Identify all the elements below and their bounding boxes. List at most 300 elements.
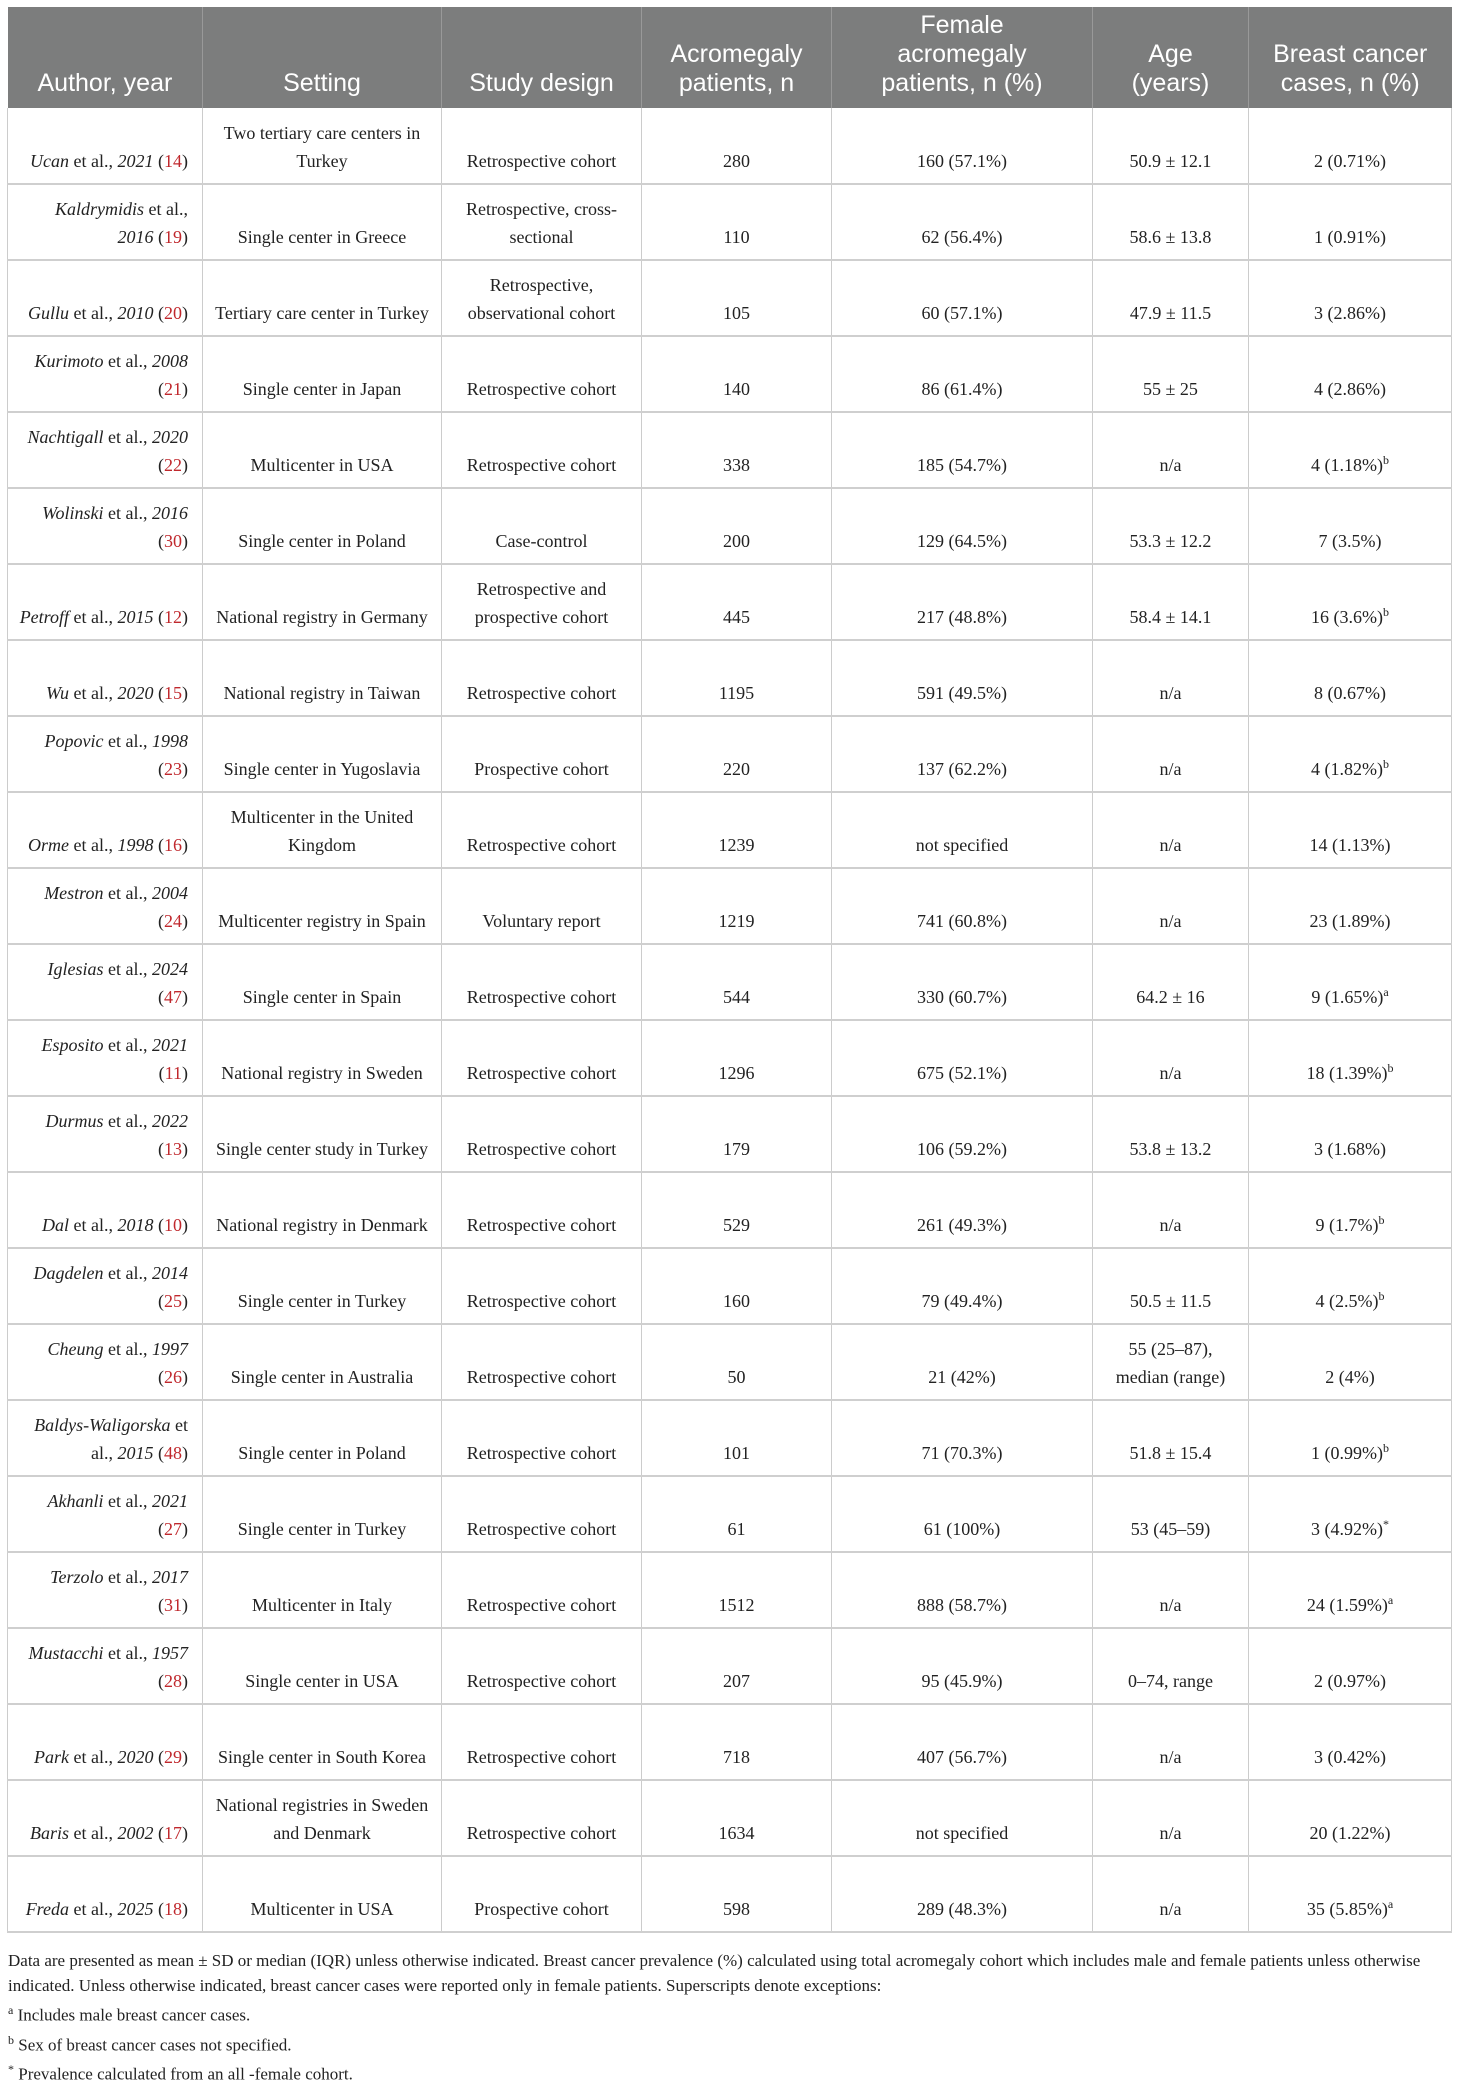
breast-cancer-cell: [1249, 716, 1452, 792]
setting-cell: National registry in Denmark: [203, 1172, 442, 1248]
female-cell: 129 (64.5%): [832, 488, 1093, 564]
author-surname: Orme: [28, 835, 70, 855]
breast-cancer-cell: [1249, 1248, 1452, 1324]
design-cell: Retrospective and prospective cohort: [442, 564, 642, 640]
table-row: [8, 1400, 1452, 1476]
design-cell: Retrospective cohort: [442, 108, 642, 184]
patients-cell: 718: [642, 1704, 832, 1780]
author-year: 2018: [117, 1215, 154, 1235]
author-etal: et al.,: [103, 1643, 152, 1663]
author-cell: Mestron et al., 2004 (24): [8, 868, 203, 944]
patients-cell: 598: [642, 1856, 832, 1932]
table-row: [8, 260, 1452, 336]
table-row: [8, 184, 1452, 260]
author-surname: Akhanli: [47, 1491, 104, 1511]
table-row: [8, 1704, 1452, 1780]
breast-cancer-cell: [1249, 564, 1452, 640]
reference-link[interactable]: 14: [164, 151, 182, 171]
author-year: 2022: [152, 1111, 188, 1131]
breast-cancer-cell: [1249, 1704, 1452, 1780]
female-cell: 289 (48.3%): [832, 1856, 1093, 1932]
breast-cancer-cell: [1249, 260, 1452, 336]
patients-cell: 140: [642, 336, 832, 412]
author-etal: et al.,: [144, 199, 188, 219]
breast-cancer-value: 4 (2.5%): [1315, 1291, 1379, 1311]
age-cell: 53.8 ± 13.2: [1093, 1096, 1249, 1172]
breast-cancer-value: 9 (1.65%): [1311, 987, 1384, 1007]
footnote-text: Sex of breast cancer cases not specified.: [18, 2035, 292, 2055]
setting-cell: Single center in Poland: [203, 1400, 442, 1476]
author-surname: Nachtigall: [27, 427, 104, 447]
reference-link[interactable]: 19: [164, 227, 182, 247]
superscript-mark: b: [1382, 757, 1389, 771]
footnote-mark: *: [8, 2062, 14, 2077]
setting-cell: Single center in South Korea: [203, 1704, 442, 1780]
breast-cancer-value: 24 (1.59%): [1306, 1595, 1388, 1615]
author-year: 2015: [117, 1443, 154, 1463]
table-row: [8, 1172, 1452, 1248]
female-cell: 86 (61.4%): [832, 336, 1093, 412]
breast-cancer-cell: [1249, 1628, 1452, 1704]
setting-cell: Single center in Yugoslavia: [203, 716, 442, 792]
author-etal: et al.,: [103, 427, 152, 447]
author-surname: Dagdelen: [33, 1263, 104, 1283]
author-etal: et al.,: [103, 731, 152, 751]
female-cell: 407 (56.7%): [832, 1704, 1093, 1780]
design-cell: Retrospective cohort: [442, 792, 642, 868]
author-cell: Wolinski et al., 2016 (30): [8, 488, 203, 564]
design-cell: Retrospective cohort: [442, 1628, 642, 1704]
female-cell: 888 (58.7%): [832, 1552, 1093, 1628]
studies-table: [7, 7, 1452, 1933]
design-cell: Retrospective cohort: [442, 944, 642, 1020]
table-row: [8, 1856, 1452, 1932]
design-cell: Retrospective, observational cohort: [442, 260, 642, 336]
author-cell: Mustacchi et al., 1957 (28): [8, 1628, 203, 1704]
female-cell: 61 (100%): [832, 1476, 1093, 1552]
table-row: [8, 336, 1452, 412]
header-row: [8, 7, 1452, 108]
superscript-mark: b: [1378, 1213, 1385, 1227]
design-cell: Prospective cohort: [442, 1856, 642, 1932]
superscript-mark: a: [1387, 1897, 1394, 1911]
author-cell: Cheung et al., 1997 (26): [8, 1324, 203, 1400]
table-row: [8, 1020, 1452, 1096]
reference-link[interactable]: 16: [164, 835, 182, 855]
patients-cell: 50: [642, 1324, 832, 1400]
author-etal: et al.,: [91, 1415, 188, 1463]
patients-cell: 179: [642, 1096, 832, 1172]
breast-cancer-value: 3 (1.68%): [1314, 1139, 1386, 1159]
author-etal: et al.,: [69, 1823, 118, 1843]
female-cell: 95 (45.9%): [832, 1628, 1093, 1704]
breast-cancer-value: 3 (2.86%): [1314, 303, 1386, 323]
author-cell: Terzolo et al., 2017 (31): [8, 1552, 203, 1628]
author-year: 1957: [152, 1643, 188, 1663]
patients-cell: 280: [642, 108, 832, 184]
reference-link[interactable]: 25: [164, 1291, 182, 1311]
breast-cancer-value: 7 (3.5%): [1318, 531, 1382, 551]
female-cell: 71 (70.3%): [832, 1400, 1093, 1476]
female-cell: 79 (49.4%): [832, 1248, 1093, 1324]
author-etal: et al.,: [103, 351, 152, 371]
design-cell: Retrospective cohort: [442, 1096, 642, 1172]
author-surname: Freda: [25, 1899, 70, 1919]
age-cell: n/a: [1093, 716, 1249, 792]
superscript-mark: b: [1382, 453, 1389, 467]
author-etal: et al.,: [69, 1899, 118, 1919]
breast-cancer-cell: [1249, 184, 1452, 260]
breast-cancer-value: 9 (1.7%): [1315, 1215, 1379, 1235]
author-cell: Ucan et al., 2021 (14): [8, 108, 203, 184]
reference-link[interactable]: 11: [164, 1063, 182, 1083]
age-cell: 50.9 ± 12.1: [1093, 108, 1249, 184]
setting-cell: Single center in Turkey: [203, 1248, 442, 1324]
author-year: 2015: [117, 607, 154, 627]
patients-cell: 200: [642, 488, 832, 564]
breast-cancer-value: 1 (0.91%): [1314, 227, 1386, 247]
author-etal: et al.,: [103, 1491, 152, 1511]
setting-cell: Single center in Australia: [203, 1324, 442, 1400]
table-row: [8, 412, 1452, 488]
design-cell: Retrospective cohort: [442, 1400, 642, 1476]
author-year: 2010: [117, 303, 154, 323]
superscript-mark: b: [1382, 605, 1389, 619]
author-etal: et al.,: [69, 151, 118, 171]
age-cell: 58.4 ± 14.1: [1093, 564, 1249, 640]
author-cell: Freda et al., 2025 (18): [8, 1856, 203, 1932]
breast-cancer-cell: [1249, 792, 1452, 868]
breast-cancer-cell: [1249, 1400, 1452, 1476]
reference-link[interactable]: 48: [164, 1443, 182, 1463]
reference-link[interactable]: 26: [164, 1367, 182, 1387]
author-year: 2021: [152, 1035, 188, 1055]
author-surname: Dal: [42, 1215, 70, 1235]
author-surname: Kurimoto: [34, 351, 104, 371]
author-cell: Baris et al., 2002 (17): [8, 1780, 203, 1856]
patients-cell: 1296: [642, 1020, 832, 1096]
design-cell: Retrospective cohort: [442, 1552, 642, 1628]
reference-link[interactable]: 24: [164, 911, 182, 931]
table-row: [8, 1552, 1452, 1628]
breast-cancer-value: 16 (3.6%): [1311, 607, 1383, 627]
breast-cancer-cell: [1249, 1020, 1452, 1096]
author-surname: Durmus: [45, 1111, 104, 1131]
design-cell: Retrospective cohort: [442, 1476, 642, 1552]
author-year: 2016: [152, 503, 188, 523]
header-author: Author, year: [8, 7, 203, 108]
patients-cell: 220: [642, 716, 832, 792]
author-surname: Cheung: [47, 1339, 104, 1359]
breast-cancer-cell: [1249, 868, 1452, 944]
female-cell: 217 (48.8%): [832, 564, 1093, 640]
patients-cell: 1239: [642, 792, 832, 868]
table-row: [8, 944, 1452, 1020]
design-cell: Retrospective cohort: [442, 1248, 642, 1324]
table-row: [8, 792, 1452, 868]
author-surname: Iglesias: [47, 959, 104, 979]
footnote-mark: b: [8, 2032, 14, 2047]
setting-cell: Single center in Spain: [203, 944, 442, 1020]
author-etal: et al.,: [69, 303, 118, 323]
design-cell: Retrospective cohort: [442, 1020, 642, 1096]
female-cell: 106 (59.2%): [832, 1096, 1093, 1172]
author-surname: Wolinski: [42, 503, 104, 523]
author-cell: Wu et al., 2020 (15): [8, 640, 203, 716]
reference-link[interactable]: 23: [164, 759, 182, 779]
female-cell: 137 (62.2%): [832, 716, 1093, 792]
patients-cell: 160: [642, 1248, 832, 1324]
author-surname: Ucan: [30, 151, 70, 171]
design-cell: Case-control: [442, 488, 642, 564]
author-etal: et al.,: [69, 1215, 118, 1235]
notes-main: Data are presented as mean ± SD or median (IQR) unless otherwise indicated. Breast cancer prevalence (%) calculated using total acromegaly cohort which includes male and female patients unless otherwise indicated. Unless otherwise indicated, breast cancer cases were reported only in female patients. Superscripts denote exceptions:: [8, 1951, 1421, 1995]
table-notes: [8, 1948, 1456, 2087]
superscript-mark: a: [1387, 1593, 1394, 1607]
superscript-mark: *: [1382, 1517, 1389, 1531]
female-cell: 60 (57.1%): [832, 260, 1093, 336]
author-etal: et al.,: [103, 503, 152, 523]
setting-cell: Single center in Turkey: [203, 1476, 442, 1552]
age-cell: 64.2 ± 16: [1093, 944, 1249, 1020]
patients-cell: 105: [642, 260, 832, 336]
age-cell: 53.3 ± 12.2: [1093, 488, 1249, 564]
patients-cell: 445: [642, 564, 832, 640]
breast-cancer-cell: [1249, 1552, 1452, 1628]
author-etal: et al.,: [103, 959, 152, 979]
breast-cancer-value: 1 (0.99%): [1311, 1443, 1383, 1463]
table-row: [8, 1780, 1452, 1856]
female-cell: 21 (42%): [832, 1324, 1093, 1400]
female-cell: 591 (49.5%): [832, 640, 1093, 716]
author-surname: Wu: [46, 683, 70, 703]
table-row: [8, 1476, 1452, 1552]
header-female: Female acromegaly patients, n (%): [832, 7, 1093, 108]
age-cell: n/a: [1093, 1704, 1249, 1780]
breast-cancer-value: 3 (0.42%): [1314, 1747, 1386, 1767]
age-cell: n/a: [1093, 640, 1249, 716]
breast-cancer-cell: [1249, 1172, 1452, 1248]
table-row: [8, 1248, 1452, 1324]
setting-cell: Single center in Poland: [203, 488, 442, 564]
age-cell: 55 ± 25: [1093, 336, 1249, 412]
author-etal: et al.,: [103, 1263, 152, 1283]
breast-cancer-cell: [1249, 336, 1452, 412]
age-cell: 50.5 ± 11.5: [1093, 1248, 1249, 1324]
breast-cancer-value: 8 (0.67%): [1314, 683, 1386, 703]
superscript-mark: b: [1382, 1441, 1389, 1455]
reference-link[interactable]: 28: [164, 1671, 182, 1691]
setting-cell: Multicenter in Italy: [203, 1552, 442, 1628]
author-surname: Petroff: [19, 607, 70, 627]
author-year: 2017: [152, 1567, 188, 1587]
table-row: [8, 564, 1452, 640]
setting-cell: National registry in Germany: [203, 564, 442, 640]
reference-link[interactable]: 10: [164, 1215, 182, 1235]
author-year: 2002: [117, 1823, 154, 1843]
author-cell: Iglesias et al., 2024 (47): [8, 944, 203, 1020]
design-cell: Retrospective, cross-sectional: [442, 184, 642, 260]
header-breast-cancer: Breast cancer cases, n (%): [1249, 7, 1452, 108]
age-cell: n/a: [1093, 1172, 1249, 1248]
setting-cell: Multicenter in USA: [203, 412, 442, 488]
reference-link[interactable]: 13: [164, 1139, 182, 1159]
breast-cancer-value: 2 (0.71%): [1314, 151, 1386, 171]
setting-cell: Single center in Greece: [203, 184, 442, 260]
breast-cancer-value: 18 (1.39%): [1306, 1063, 1388, 1083]
author-cell: Kaldrymidis et al., 2016 (19): [8, 184, 203, 260]
design-cell: Retrospective cohort: [442, 1324, 642, 1400]
footnote-b: [8, 2028, 1456, 2058]
author-year: 2021: [117, 151, 154, 171]
reference-link[interactable]: 12: [164, 607, 182, 627]
breast-cancer-value: 4 (1.82%): [1311, 759, 1383, 779]
age-cell: n/a: [1093, 1020, 1249, 1096]
setting-cell: National registry in Sweden: [203, 1020, 442, 1096]
footnote-a: [8, 1998, 1456, 2028]
reference-link[interactable]: 47: [164, 987, 182, 1007]
author-cell: Park et al., 2020 (29): [8, 1704, 203, 1780]
author-cell: Akhanli et al., 2021 (27): [8, 1476, 203, 1552]
author-cell: Kurimoto et al., 2008 (21): [8, 336, 203, 412]
author-surname: Mustacchi: [28, 1643, 104, 1663]
reference-link[interactable]: 29: [164, 1747, 182, 1767]
age-cell: n/a: [1093, 868, 1249, 944]
female-cell: 185 (54.7%): [832, 412, 1093, 488]
breast-cancer-value: 20 (1.22%): [1309, 1823, 1391, 1843]
author-etal: et al.,: [103, 1035, 152, 1055]
reference-link[interactable]: 18: [164, 1899, 182, 1919]
reference-link[interactable]: 22: [164, 455, 182, 475]
setting-cell: Single center in USA: [203, 1628, 442, 1704]
design-cell: Retrospective cohort: [442, 412, 642, 488]
setting-cell: Multicenter in the United Kingdom: [203, 792, 442, 868]
author-year: 1997: [152, 1339, 188, 1359]
design-cell: Retrospective cohort: [442, 640, 642, 716]
female-cell: 675 (52.1%): [832, 1020, 1093, 1096]
setting-cell: Single center study in Turkey: [203, 1096, 442, 1172]
patients-cell: 1512: [642, 1552, 832, 1628]
author-cell: Esposito et al., 2021 (11): [8, 1020, 203, 1096]
design-cell: Retrospective cohort: [442, 1172, 642, 1248]
author-year: 2021: [152, 1491, 188, 1511]
breast-cancer-cell: [1249, 640, 1452, 716]
table-row: [8, 108, 1452, 184]
breast-cancer-value: 4 (1.18%): [1311, 455, 1383, 475]
author-cell: Orme et al., 1998 (16): [8, 792, 203, 868]
setting-cell: Multicenter registry in Spain: [203, 868, 442, 944]
female-cell: 62 (56.4%): [832, 184, 1093, 260]
table-row: [8, 868, 1452, 944]
reference-link[interactable]: 31: [164, 1595, 182, 1615]
patients-cell: 61: [642, 1476, 832, 1552]
header-patients: Acromegaly patients, n: [642, 7, 832, 108]
author-etal: et al.,: [103, 1339, 152, 1359]
reference-link[interactable]: 15: [164, 683, 182, 703]
author-year: 1998: [117, 835, 154, 855]
breast-cancer-cell: [1249, 412, 1452, 488]
author-year: 2004: [152, 883, 188, 903]
design-cell: Retrospective cohort: [442, 1704, 642, 1780]
setting-cell: National registries in Sweden and Denmark: [203, 1780, 442, 1856]
age-cell: n/a: [1093, 1780, 1249, 1856]
table-row: [8, 488, 1452, 564]
author-etal: et al.,: [103, 1567, 152, 1587]
table-row: [8, 1324, 1452, 1400]
age-cell: 58.6 ± 13.8: [1093, 184, 1249, 260]
female-cell: not specified: [832, 1780, 1093, 1856]
breast-cancer-value: 2 (4%): [1325, 1367, 1375, 1387]
age-cell: 47.9 ± 11.5: [1093, 260, 1249, 336]
reference-link[interactable]: 20: [164, 303, 182, 323]
patients-cell: 338: [642, 412, 832, 488]
table-row: [8, 1096, 1452, 1172]
table-row: [8, 1628, 1452, 1704]
author-etal: et al.,: [69, 683, 118, 703]
patients-cell: 529: [642, 1172, 832, 1248]
setting-cell: National registry in Taiwan: [203, 640, 442, 716]
footnote-star: [8, 2057, 1456, 2087]
reference-link[interactable]: 30: [164, 531, 182, 551]
footnote-text: Includes male breast cancer cases.: [17, 2005, 251, 2025]
author-cell: Gullu et al., 2010 (20): [8, 260, 203, 336]
design-cell: Retrospective cohort: [442, 336, 642, 412]
author-year: 2024: [152, 959, 188, 979]
author-etal: et al.,: [69, 607, 118, 627]
breast-cancer-cell: [1249, 944, 1452, 1020]
reference-link[interactable]: 21: [164, 379, 182, 399]
setting-cell: Two tertiary care centers in Turkey: [203, 108, 442, 184]
footnote-text: Prevalence calculated from an all -female cohort.: [18, 2064, 353, 2084]
superscript-mark: b: [1387, 1061, 1394, 1075]
breast-cancer-cell: [1249, 1856, 1452, 1932]
header-age: Age (years): [1093, 7, 1249, 108]
author-surname: Mestron: [44, 883, 104, 903]
author-year: 2020: [117, 683, 154, 703]
author-year: 2008: [152, 351, 188, 371]
breast-cancer-cell: [1249, 1780, 1452, 1856]
author-etal: et al.,: [103, 883, 152, 903]
reference-link[interactable]: 17: [164, 1823, 182, 1843]
breast-cancer-value: 14 (1.13%): [1309, 835, 1391, 855]
female-cell: 160 (57.1%): [832, 108, 1093, 184]
author-year: 2016: [117, 227, 154, 247]
footnote-mark: a: [8, 2003, 14, 2017]
reference-link[interactable]: 27: [164, 1519, 182, 1539]
breast-cancer-cell: [1249, 1096, 1452, 1172]
age-cell: 55 (25–87), median (range): [1093, 1324, 1249, 1400]
age-cell: n/a: [1093, 1856, 1249, 1932]
age-cell: 0–74, range: [1093, 1628, 1249, 1704]
superscript-mark: a: [1383, 985, 1389, 999]
author-surname: Park: [34, 1747, 70, 1767]
setting-cell: Multicenter in USA: [203, 1856, 442, 1932]
author-surname: Terzolo: [50, 1567, 104, 1587]
breast-cancer-cell: [1249, 108, 1452, 184]
patients-cell: 1634: [642, 1780, 832, 1856]
author-surname: Esposito: [41, 1035, 104, 1055]
female-cell: not specified: [832, 792, 1093, 868]
author-surname: Kaldrymidis: [55, 199, 145, 219]
patients-cell: 101: [642, 1400, 832, 1476]
age-cell: 51.8 ± 15.4: [1093, 1400, 1249, 1476]
patients-cell: 544: [642, 944, 832, 1020]
author-surname: Popovic: [44, 731, 104, 751]
author-etal: et al.,: [103, 1111, 152, 1131]
breast-cancer-value: 35 (5.85%): [1306, 1899, 1388, 1919]
header-setting: Setting: [203, 7, 442, 108]
author-year: 2014: [152, 1263, 188, 1283]
